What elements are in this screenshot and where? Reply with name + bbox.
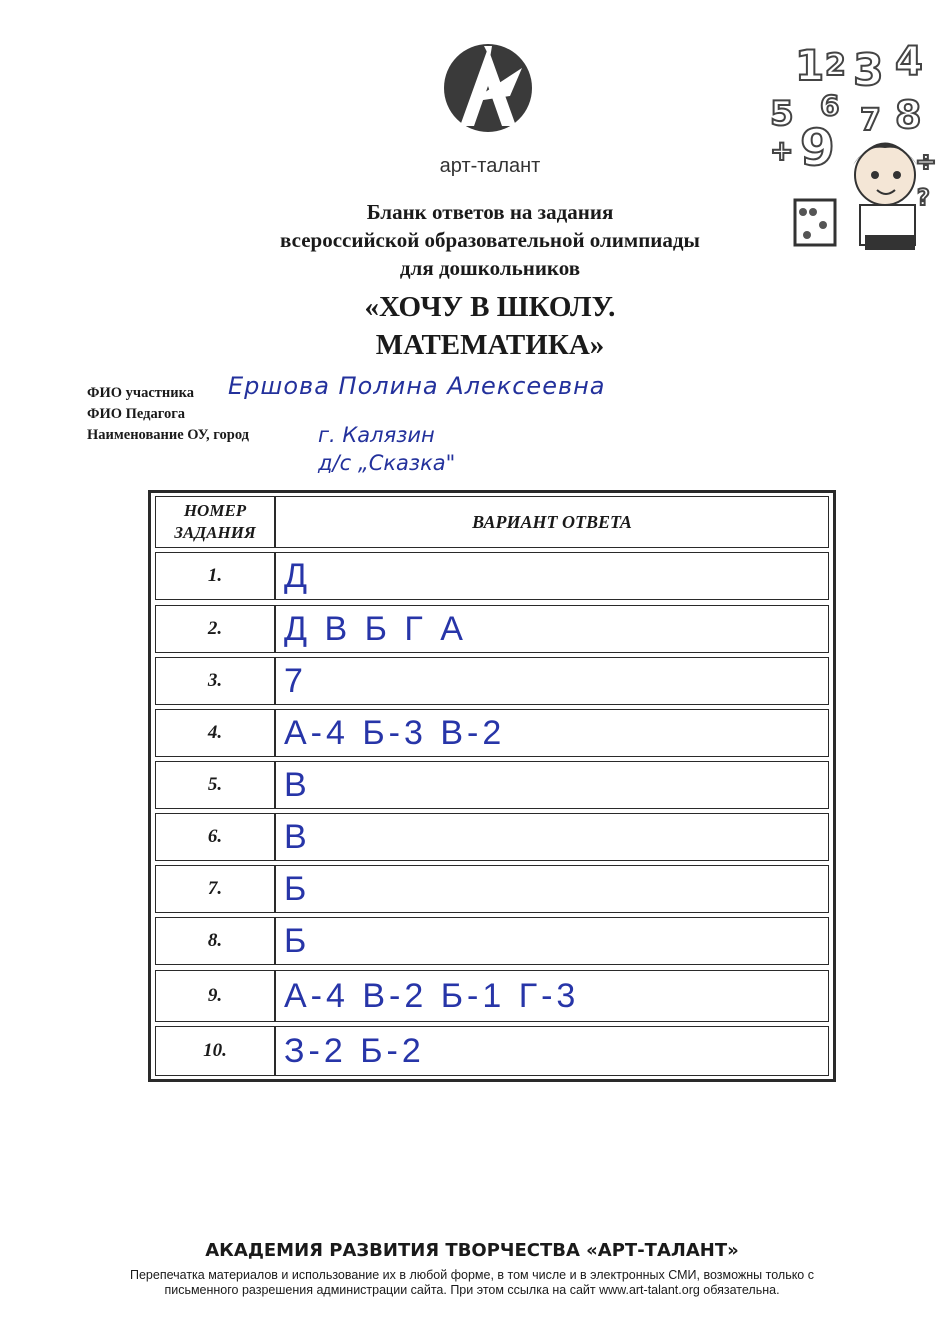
header-task-number: НОМЕР ЗАДАНИЯ xyxy=(156,497,276,547)
svg-text:9: 9 xyxy=(800,119,835,177)
answer-cell[interactable]: З-2 Б-2 xyxy=(284,1031,425,1070)
answer-cell[interactable]: Д В Б Г А xyxy=(284,609,467,648)
participant-value: Ершова Полина Алексеевна xyxy=(228,372,606,400)
svg-text:+: + xyxy=(770,134,794,167)
olympiad-line: МАТЕМАТИКА» xyxy=(375,329,605,361)
header-answer: ВАРИАНТ ОТВЕТА xyxy=(472,511,632,532)
table-row xyxy=(155,970,829,1022)
svg-text:?: ? xyxy=(917,186,930,211)
answer-cell[interactable]: Б xyxy=(284,921,311,960)
title-line: Бланк ответов на задания xyxy=(366,200,614,224)
answer-cell[interactable]: 7 xyxy=(284,661,307,700)
svg-text:2: 2 xyxy=(825,48,846,83)
svg-text:3: 3 xyxy=(853,45,884,96)
table-row xyxy=(155,1026,829,1076)
copyright-notice: Перепечатка материалов и использование их в любой форме, в том числе и в электронных СМИ, возможны только с письменного разрешения администрации сайта. При этом ссылка на сайт www.art-talant.org обязательна. xyxy=(129,1268,814,1297)
title-line: всероссийской образовательной олимпиады xyxy=(280,228,700,252)
org-label: Наименование ОУ, город xyxy=(87,427,249,443)
task-number: 4. xyxy=(156,710,276,756)
participant-fields xyxy=(87,383,249,446)
answer-cell[interactable]: В xyxy=(284,765,311,804)
svg-text:5: 5 xyxy=(770,94,794,134)
task-number: 3. xyxy=(156,658,276,704)
svg-text:6: 6 xyxy=(820,89,840,122)
table-row xyxy=(155,657,829,705)
task-number: 9. xyxy=(156,971,276,1021)
svg-text:4: 4 xyxy=(895,39,923,85)
svg-text:1: 1 xyxy=(795,41,825,90)
table-row xyxy=(155,917,829,965)
olympiad-name xyxy=(120,288,860,364)
title-block xyxy=(120,198,860,364)
table-row xyxy=(155,605,829,653)
org-value-name: д/с „Сказка" xyxy=(318,451,456,475)
svg-text:8: 8 xyxy=(895,93,922,137)
art-talant-logo xyxy=(440,38,540,148)
title-line: для дошкольников xyxy=(399,256,581,280)
task-number: 8. xyxy=(156,918,276,964)
task-number: 2. xyxy=(156,606,276,652)
answer-cell[interactable]: Д xyxy=(284,556,312,595)
answers-table xyxy=(148,490,836,1082)
org-value-city: г. Калязин xyxy=(318,423,435,447)
answer-cell[interactable]: А-4 В-2 Б-1 Г-3 xyxy=(284,976,580,1015)
table-row xyxy=(155,813,829,861)
svg-text:÷: ÷ xyxy=(915,147,937,177)
brand-name: арт-талант xyxy=(439,155,541,177)
task-number: 5. xyxy=(156,762,276,808)
task-number: 10. xyxy=(156,1027,276,1075)
olympiad-line: «ХОЧУ В ШКОЛУ. xyxy=(364,291,616,323)
table-header-row xyxy=(155,496,829,548)
academy-name: АКАДЕМИЯ РАЗВИТИЯ ТВОРЧЕСТВА «АРТ-ТАЛАНТ» xyxy=(205,1240,739,1261)
teacher-label: ФИО Педагога xyxy=(87,406,186,422)
participant-label: ФИО участника xyxy=(87,385,194,401)
task-number: 6. xyxy=(156,814,276,860)
svg-text:7: 7 xyxy=(860,103,881,138)
answer-cell[interactable]: Б xyxy=(284,869,311,908)
answer-cell[interactable]: А-4 Б-3 В-2 xyxy=(284,713,506,752)
table-row xyxy=(155,709,829,757)
task-number: 7. xyxy=(156,866,276,912)
table-row xyxy=(155,761,829,809)
task-number: 1. xyxy=(156,553,276,599)
table-row xyxy=(155,552,829,600)
table-row xyxy=(155,865,829,913)
answer-cell[interactable]: В xyxy=(284,817,311,856)
